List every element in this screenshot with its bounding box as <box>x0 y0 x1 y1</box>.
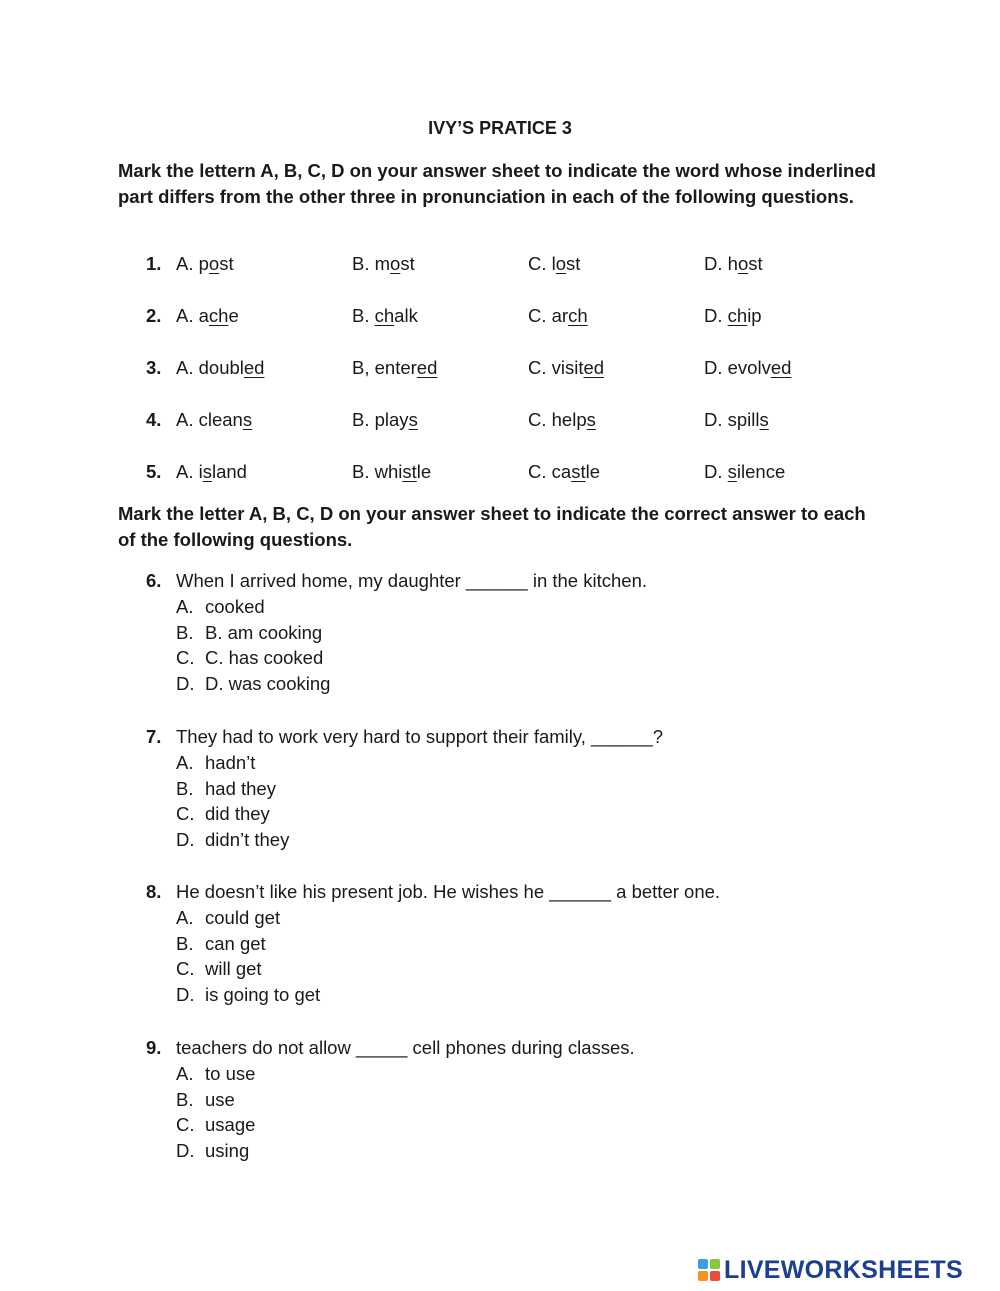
answer-choice[interactable] <box>176 933 266 955</box>
choice-text: didn’t they <box>205 829 290 851</box>
question-number: 8. <box>146 881 162 902</box>
underlined-part: st <box>571 461 586 482</box>
choice-letter: A. <box>176 596 194 617</box>
choice-letter: B. <box>176 932 194 954</box>
question-stem: When I arrived home, my daughter ______ in the kitchen. <box>176 570 647 591</box>
answer-option[interactable] <box>528 357 604 379</box>
underlined-part: s <box>586 409 596 430</box>
choice-text: use <box>205 1088 235 1110</box>
answer-choice[interactable] <box>176 907 280 929</box>
answer-choice[interactable] <box>176 673 330 695</box>
choice-letter: A. <box>176 1063 194 1084</box>
answer-option[interactable] <box>704 357 791 379</box>
choice-text: D. was cooking <box>205 673 331 695</box>
choice-text: did they <box>205 803 270 825</box>
option-text: B. <box>352 305 375 326</box>
choice-text: using <box>205 1140 250 1162</box>
choice-letter: B. <box>176 621 194 643</box>
answer-option[interactable] <box>704 305 762 327</box>
choice-text: usage <box>205 1114 256 1136</box>
option-text: e <box>228 305 239 326</box>
logo-square <box>710 1259 720 1269</box>
underlined-part: ch <box>208 305 229 326</box>
answer-option[interactable] <box>352 305 418 327</box>
answer-option[interactable] <box>176 357 264 379</box>
option-text: D. <box>704 305 728 326</box>
choice-text: to use <box>205 1063 256 1084</box>
choice-letter: C. <box>176 958 195 980</box>
option-text: D. evolv <box>704 357 771 378</box>
option-text: B, enter <box>352 357 417 378</box>
liveworksheets-logo <box>698 1255 963 1285</box>
choice-text: can get <box>205 932 266 954</box>
underlined-part: ch <box>727 305 748 326</box>
choice-text: hadn’t <box>205 752 256 773</box>
answer-choice[interactable] <box>176 622 322 644</box>
option-text: C. l <box>528 253 556 274</box>
answer-option[interactable] <box>176 409 252 431</box>
pronunciation-question <box>0 305 1000 333</box>
answer-option[interactable] <box>704 409 769 431</box>
pronunciation-question <box>0 253 1000 281</box>
answer-choice[interactable] <box>176 1114 255 1136</box>
option-text: A. clean <box>176 409 243 430</box>
answer-choice[interactable] <box>176 1140 249 1162</box>
choice-letter: A. <box>176 907 194 928</box>
option-text: alk <box>394 305 418 326</box>
choice-letter: C. <box>176 803 195 825</box>
section2-instruction: Mark the letter A, B, C, D on your answer sheet to indicate the correct answer to each of the following questions. <box>118 503 866 550</box>
logo-square <box>698 1259 708 1269</box>
choice-letter: B. <box>176 777 194 799</box>
question-number: 5. <box>146 461 162 482</box>
underlined-part: o <box>737 253 749 274</box>
option-text: land <box>211 461 247 482</box>
question-stem: They had to work very hard to support their family, ______? <box>176 726 664 747</box>
option-text: B. play <box>352 409 409 430</box>
answer-option[interactable] <box>352 461 431 483</box>
answer-choice[interactable] <box>176 958 262 980</box>
choice-text: C. has cooked <box>205 647 324 669</box>
option-text: B. m <box>352 253 391 274</box>
option-text: A. a <box>176 305 209 326</box>
option-text: le <box>416 461 432 482</box>
choice-letter: D. <box>176 829 195 851</box>
answer-choice[interactable] <box>176 647 323 669</box>
choice-text: is going to get <box>205 984 321 1006</box>
question-number: 6. <box>146 570 162 591</box>
underlined-part: o <box>555 253 567 274</box>
answer-option[interactable] <box>704 253 763 275</box>
underlined-part: ch <box>374 305 395 326</box>
underlined-part: s <box>202 461 212 482</box>
option-text: st <box>566 253 581 274</box>
underlined-part: o <box>208 253 220 274</box>
choice-text: B. am cooking <box>205 621 323 643</box>
choice-letter: D. <box>176 984 195 1006</box>
underlined-part: ch <box>568 305 588 326</box>
choice-letter: D. <box>176 1140 195 1162</box>
choice-letter: B. <box>176 1088 194 1110</box>
page-title: IVY’S PRATICE 3 <box>428 118 572 138</box>
answer-option[interactable] <box>528 461 600 483</box>
option-text: D. spill <box>704 409 760 430</box>
answer-choice[interactable] <box>176 596 265 618</box>
answer-choice[interactable] <box>176 984 320 1006</box>
answer-option[interactable] <box>528 305 588 327</box>
underlined-part: s <box>408 409 418 430</box>
answer-option[interactable] <box>176 253 234 275</box>
answer-option[interactable] <box>352 357 437 379</box>
answer-option[interactable] <box>704 461 785 483</box>
question-number: 9. <box>146 1037 162 1058</box>
answer-option[interactable] <box>528 409 596 431</box>
choice-text: cooked <box>205 596 265 617</box>
answer-choice[interactable] <box>176 1063 255 1085</box>
option-text: st <box>748 253 763 274</box>
option-text: C. help <box>528 409 587 430</box>
option-text: D. h <box>704 253 738 274</box>
underlined-part: st <box>402 461 417 482</box>
underlined-part: ed <box>243 357 265 378</box>
answer-choice[interactable] <box>176 778 276 800</box>
question-stem: teachers do not allow _____ cell phones during classes. <box>176 1037 635 1058</box>
pronunciation-question <box>0 357 1000 385</box>
option-text: D. <box>704 461 728 482</box>
logo-mark-icon <box>698 1259 720 1281</box>
choice-letter: C. <box>176 1114 195 1136</box>
question-number: 4. <box>146 409 162 430</box>
option-text: A. i <box>176 461 203 482</box>
underlined-part: o <box>390 253 401 274</box>
underlined-part: ed <box>770 357 792 378</box>
question-number: 7. <box>146 726 162 747</box>
answer-option[interactable] <box>176 461 247 483</box>
choice-letter: A. <box>176 752 194 773</box>
option-text: A. p <box>176 253 209 274</box>
option-text: C. ca <box>528 461 572 482</box>
question-number: 2. <box>146 305 162 326</box>
option-text: C. visit <box>528 357 584 378</box>
option-text: st <box>400 253 415 274</box>
option-text: C. ar <box>528 305 569 326</box>
answer-choice[interactable] <box>176 752 255 774</box>
option-text: ip <box>747 305 762 326</box>
answer-option[interactable] <box>176 305 239 327</box>
answer-choice[interactable] <box>176 829 289 851</box>
choice-letter: D. <box>176 673 195 695</box>
choice-text: had they <box>205 777 276 799</box>
section1-instruction: Mark the lettern A, B, C, D on your answer sheet to indicate the word whose inderlined part differs from the other three in pronunciation in each of the following questions. <box>118 160 876 207</box>
choice-text: will get <box>205 958 262 980</box>
pronunciation-question <box>0 461 1000 489</box>
option-text: B. whi <box>352 461 403 482</box>
logo-square <box>710 1271 720 1281</box>
option-text: A. doubl <box>176 357 244 378</box>
question-stem: He doesn’t like his present job. He wishes he ______ a better one. <box>176 881 721 902</box>
pronunciation-question <box>0 409 1000 437</box>
answer-option[interactable] <box>528 253 580 275</box>
underlined-part: s <box>242 409 253 430</box>
logo-text: LIVEWORKSHEETS <box>724 1255 963 1284</box>
logo-square <box>698 1271 708 1281</box>
answer-choice[interactable] <box>176 803 270 825</box>
question-number: 3. <box>146 357 162 378</box>
underlined-part: s <box>759 409 769 430</box>
option-text: ilence <box>736 461 786 482</box>
option-text: st <box>219 253 234 274</box>
underlined-part: ed <box>416 357 438 378</box>
answer-choice[interactable] <box>176 1089 235 1111</box>
choice-text: could get <box>205 907 281 928</box>
underlined-part: s <box>727 461 737 482</box>
choice-letter: C. <box>176 647 195 669</box>
answer-option[interactable] <box>352 409 418 431</box>
underlined-part: ed <box>583 357 605 378</box>
option-text: le <box>585 461 600 482</box>
answer-option[interactable] <box>352 253 415 275</box>
question-number: 1. <box>146 253 162 274</box>
